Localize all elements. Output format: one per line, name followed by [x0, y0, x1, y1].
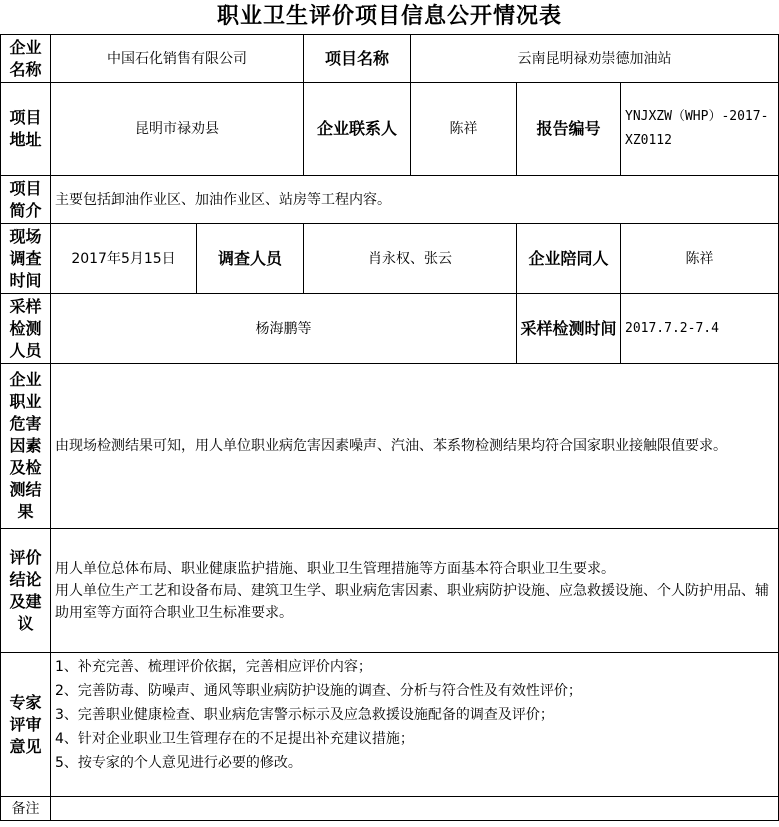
- sampling-staff-value: 杨海鹏等: [51, 294, 517, 364]
- survey-time-label: 现场 调查 时间: [1, 224, 51, 294]
- expert-item-2: 2、完善防毒、防噪声、通风等职业病防护设施的调查、分析与符合性及有效性评价；: [55, 683, 582, 699]
- sampling-time-value: 2017.7.2-7.4: [621, 294, 779, 364]
- row-expert: [1, 653, 779, 797]
- report-no-label: 报告编号: [517, 83, 621, 176]
- row-hazard: [1, 364, 779, 529]
- row-remarks: [1, 797, 779, 821]
- remarks-label: 备注: [1, 797, 51, 821]
- hazard-results-value: 由现场检测结果可知，用人单位职业病危害因素噪声、汽油、苯系物检测结果均符合国家职业接触限值要求。: [51, 364, 779, 529]
- hazard-results-label: 企业 职业 危害 因素 及检 测结 果: [1, 364, 51, 529]
- project-intro-label: 项目 简介: [1, 176, 51, 224]
- project-intro-value: 主要包括卸油作业区、加油作业区、站房等工程内容。: [51, 176, 779, 224]
- company-name-label: 企业 名称: [1, 35, 51, 83]
- sampling-time-label: 采样检测时间: [517, 294, 621, 364]
- page-title: 职业卫生评价项目信息公开情况表: [216, 4, 562, 29]
- expert-item-4: 4、针对企业职业卫生管理存在的不足提出补充建议措施；: [55, 731, 414, 747]
- expert-item-5: 5、按专家的个人意见进行必要的修改。: [55, 755, 302, 771]
- surveyors-value: 肖永权、张云: [304, 224, 517, 294]
- project-name-value: 云南昆明禄劝崇德加油站: [411, 35, 779, 83]
- project-name-label: 项目名称: [304, 35, 411, 83]
- row-intro: [1, 176, 779, 224]
- row-conclusion: [1, 529, 779, 653]
- conclusion-label: 评价 结论 及建 议: [1, 529, 51, 653]
- row-company: [1, 35, 779, 83]
- sampling-staff-label: 采样 检测 人员: [1, 294, 51, 364]
- company-name-value: 中国石化销售有限公司: [51, 35, 304, 83]
- company-escort-value: 陈祥: [621, 224, 779, 294]
- conclusion-line-2: 用人单位生产工艺和设备布局、建筑卫生学、职业病危害因素、职业病防护设施、应急救援设施、个人防护用品、辅助用室等方面符合职业卫生标准要求。: [55, 582, 769, 621]
- conclusion-line-1: 用人单位总体布局、职业健康监护措施、职业卫生管理措施等方面基本符合职业卫生要求。: [55, 560, 615, 577]
- company-escort-label: 企业陪同人: [517, 224, 621, 294]
- surveyors-label: 调查人员: [197, 224, 304, 294]
- info-table: [0, 34, 779, 821]
- expert-item-1: 1、补充完善、梳理评价依据，完善相应评价内容；: [55, 659, 372, 675]
- company-contact-label: 企业联系人: [304, 83, 411, 176]
- survey-time-value: 2017年5月15日: [51, 224, 197, 294]
- project-address-label: 项目 地址: [1, 83, 51, 176]
- remarks-value: [51, 797, 779, 821]
- row-address: [1, 83, 779, 176]
- company-contact-value: 陈祥: [411, 83, 517, 176]
- conclusion-value: [51, 529, 779, 653]
- expert-item-3: 3、完善职业健康检查、职业病危害警示标示及应急救援设施配备的调查及评价；: [55, 707, 554, 723]
- row-sampling: [1, 294, 779, 364]
- row-survey: [1, 224, 779, 294]
- expert-opinion-value: [51, 653, 779, 797]
- project-address-value: 昆明市禄劝县: [51, 83, 304, 176]
- report-no-value: YNJXZW（WHP）-2017-XZ0112: [621, 83, 779, 176]
- expert-opinion-label: 专家 评审 意见: [1, 653, 51, 797]
